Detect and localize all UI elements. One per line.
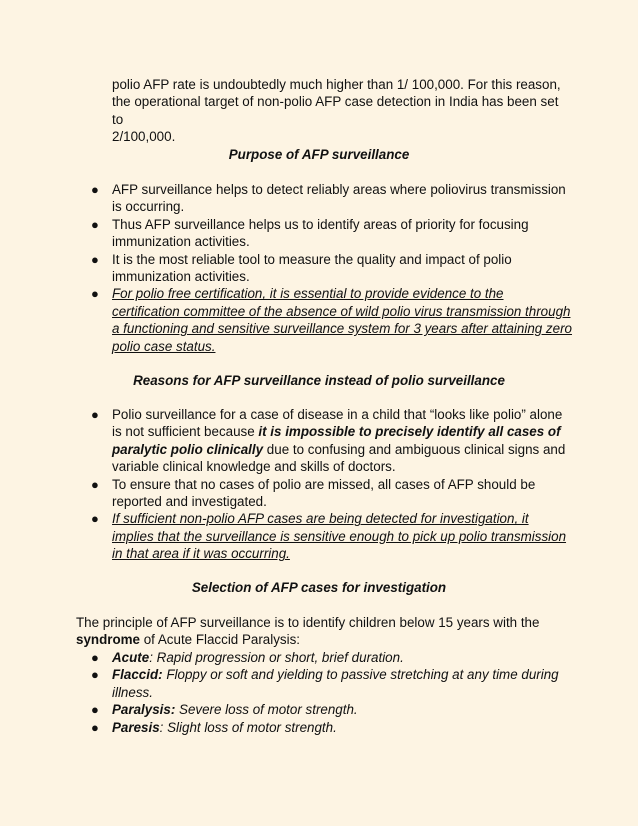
intro-paragraph [0, 76, 638, 146]
list-item [0, 285, 572, 355]
bullet-icon: ● [91, 476, 99, 492]
definition-term: Paralysis: [112, 702, 176, 718]
list-item [0, 649, 572, 666]
definition-term: Paresis [112, 719, 160, 735]
reasons-bullet-1-pre: Polio surveillance for a case of disease in a child that “looks like polio” alone is not sufficient because [112, 407, 563, 440]
selection-para-bold: syndrome [76, 632, 140, 648]
reasons-bullet-1-emphasis: it is impossible to precisely identify all cases of paralytic polio clinically [112, 424, 561, 457]
reasons-bullet-2: To ensure that no cases of polio are missed, all cases of AFP should be reported and investigated. [112, 476, 536, 510]
bullet-icon: ● [91, 407, 99, 422]
definition-list [0, 649, 638, 736]
definition-separator: : [159, 719, 168, 735]
purpose-bullet-1: AFP surveillance helps to detect reliably areas where poliovirus transmission is occurring. [112, 182, 566, 215]
definition-separator: : [149, 650, 157, 665]
intro-line-3: 2/100,000. [112, 129, 176, 145]
list-item [0, 181, 572, 216]
definition-term: Acute [112, 650, 150, 665]
list-item [0, 406, 572, 476]
reasons-list [0, 406, 638, 563]
list-item [0, 719, 572, 736]
intro-line-2: the operational target of non-polio AFP case detection in India has been set to [112, 94, 559, 127]
list-item [0, 216, 572, 251]
intro-line-1: polio AFP rate is undoubtedly much higher than 1/ 100,000. For this reason, [112, 77, 561, 92]
bullet-icon: ● [91, 251, 99, 267]
purpose-bullet-2: Thus AFP surveillance helps us to identify areas of priority for focusing immunization activities. [112, 216, 529, 250]
bullet-icon: ● [91, 216, 99, 232]
bullet-icon: ● [91, 667, 99, 683]
bullet-icon: ● [91, 182, 99, 197]
definition-text: Slight loss of motor strength. [167, 719, 337, 735]
list-item [0, 510, 572, 562]
selection-heading: Selection of AFP cases for investigation [191, 580, 447, 595]
definition-text: Rapid progression or short, brief duration. [156, 650, 404, 665]
bullet-icon: ● [91, 286, 99, 302]
purpose-heading: Purpose of AFP surveillance [228, 147, 410, 162]
bullet-icon: ● [91, 650, 99, 665]
purpose-bullet-3: It is the most reliable tool to measure the quality and impact of polio immunization activities. [112, 251, 512, 285]
purpose-list [0, 181, 638, 355]
definition-text: Severe loss of motor strength. [179, 702, 358, 718]
selection-para-post: of Acute Flaccid Paralysis: [140, 632, 301, 648]
list-item [0, 476, 572, 511]
reasons-heading: Reasons for AFP surveillance instead of polio surveillance [133, 373, 505, 388]
reasons-bullet-3: If sufficient non-polio AFP cases are being detected for investigation, it implies that the surveillance is sensitive enough to pick up polio transmission in that area if it was occurring. [112, 511, 567, 562]
list-item [0, 666, 572, 701]
purpose-bullet-4: For polio free certification, it is essential to provide evidence to the certification committee of the absence of wild polio virus transmission through a functioning and sensitive surveillance system for 3 years after attaining zero polio case status. [112, 286, 572, 354]
bullet-icon: ● [91, 511, 99, 527]
list-item [0, 251, 572, 286]
selection-para-pre: The principle of AFP surveillance is to identify children below 15 years with the [76, 615, 540, 630]
reasons-bullet-1-post: due to confusing and ambiguous clinical signs and variable clinical knowledge and skills of doctors. [112, 441, 566, 475]
definition-term: Flaccid: [112, 667, 163, 683]
definition-text: Floppy or soft and yielding to passive stretching at any time during illness. [112, 667, 559, 700]
selection-paragraph [0, 614, 638, 649]
list-item [0, 701, 572, 718]
bullet-icon: ● [91, 702, 99, 718]
bullet-icon: ● [91, 719, 99, 735]
